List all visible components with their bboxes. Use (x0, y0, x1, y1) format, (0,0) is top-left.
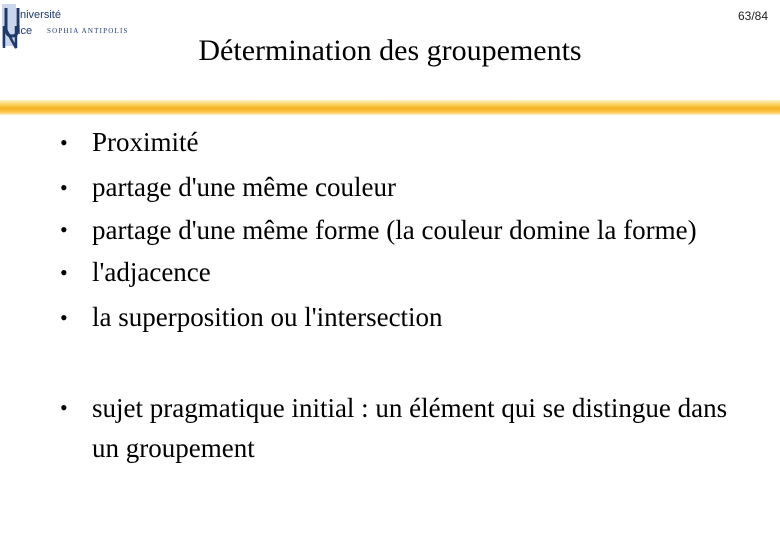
bullet-text: partage d'une même couleur (92, 172, 396, 202)
page-number: 63/84 (737, 9, 768, 23)
list-item (56, 120, 756, 165)
bullet-icon: • (60, 130, 68, 155)
bullet-text: Proximité (92, 127, 199, 157)
list-item (56, 165, 756, 210)
slide-title: Détermination des groupements (198, 34, 582, 67)
logo-text-universite: niversité (20, 9, 61, 21)
bullet-icon: • (60, 260, 68, 285)
list-item (56, 295, 756, 340)
bullet-text: la superposition ou l'intersection (92, 302, 443, 332)
logo-text-sophia: SOPHIA ANTIPOLIS (47, 27, 129, 35)
list-item (56, 210, 756, 250)
bullet-icon: • (60, 305, 68, 330)
bullet-text: sujet pragmatique initial : un élément qui se distingue dans un groupement (92, 393, 728, 463)
bullet-icon: • (60, 175, 68, 200)
bullet-list (56, 120, 756, 468)
bullet-text: l'adjacence (92, 257, 211, 287)
list-item (56, 250, 756, 295)
bullet-text: partage d'une même forme (la couleur domine la forme) (92, 215, 697, 245)
title-divider (0, 100, 780, 115)
bullet-icon: • (60, 395, 68, 420)
logo-text-nice: ice (18, 25, 33, 37)
list-item (56, 388, 756, 468)
bullet-icon: • (60, 217, 68, 242)
